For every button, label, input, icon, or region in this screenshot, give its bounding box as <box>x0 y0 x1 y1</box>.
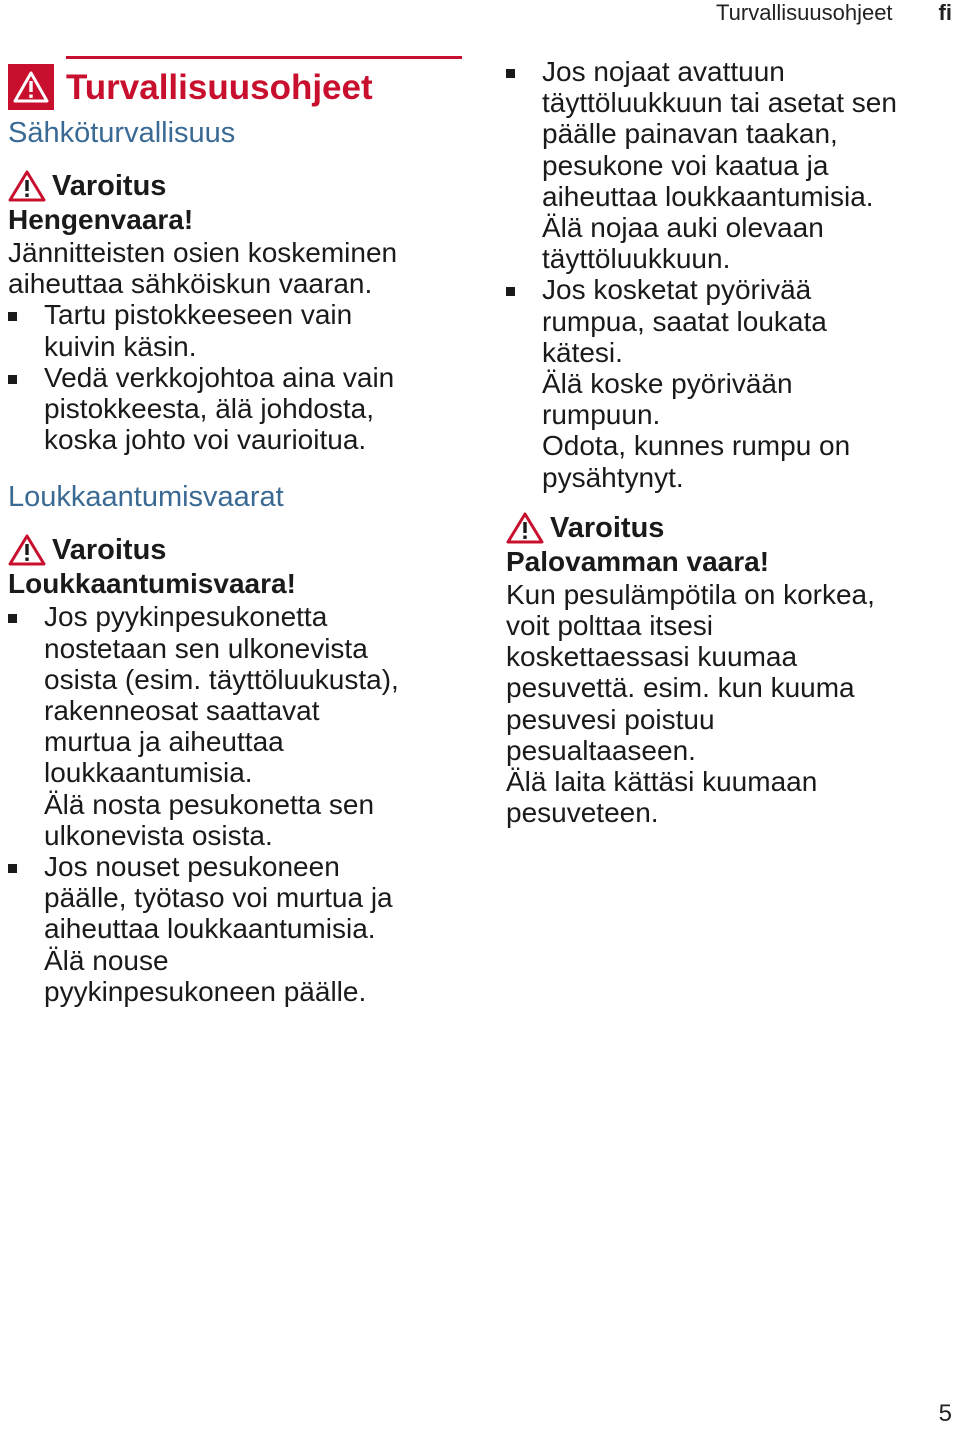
text-line: Kun pesulämpötila on korkea, <box>506 578 875 610</box>
list-item <box>506 56 954 274</box>
text-line: pistokkeesta, älä johdosta, <box>44 393 374 425</box>
text-line: Älä laita kättäsi kuumaan <box>506 766 818 798</box>
right-column <box>506 56 954 828</box>
bullet-list <box>8 299 468 455</box>
text-line: Älä nouse <box>44 944 169 976</box>
text-line: pesualtaaseen. <box>506 734 696 766</box>
text-line: pesukone voi kaatua ja <box>542 149 829 181</box>
text-line: kätesi. <box>542 336 623 368</box>
text-line: loukkaantumisia. <box>44 757 253 789</box>
section-title-electrical-safety: Sähköturvallisuus <box>8 117 236 149</box>
text-line: osista (esim. täyttöluukusta), <box>44 663 399 695</box>
page-number: 5 <box>938 1400 952 1427</box>
hazard-heading: Palovamman vaara! <box>506 545 770 577</box>
list-item <box>8 362 468 456</box>
text-line: Älä nosta pesukonetta sen <box>44 788 375 820</box>
text-line: Odota, kunnes rumpu on <box>542 430 851 462</box>
text-line: Vedä verkkojohtoa aina vain <box>44 361 395 393</box>
warning-label <box>506 511 954 545</box>
warning-label-text: Varoitus <box>52 534 167 567</box>
text-line: voit polttaa itsesi <box>506 610 713 642</box>
text-line: pyykinpesukoneen päälle. <box>44 975 367 1007</box>
text-line: murtua ja aiheuttaa <box>44 726 284 758</box>
text-line: pesuvettä. esim. kun kuuma <box>506 672 855 704</box>
text-line: rumpuun. <box>542 399 661 431</box>
bullet-icon <box>506 69 515 78</box>
text-line: aiheuttaa sähköiskun vaaran. <box>8 268 373 300</box>
text-line: aiheuttaa loukkaantumisia. <box>542 180 874 212</box>
section-title-injury-hazards: Loukkaantumisvaarat <box>8 481 284 514</box>
chapter-title <box>8 63 468 111</box>
warning-triangle-icon <box>506 512 544 544</box>
bullet-list <box>8 601 468 1007</box>
running-header-title: Turvallisuusohjeet <box>716 0 893 25</box>
text-line: pesuvesi poistuu <box>506 703 715 735</box>
warning-label-text: Varoitus <box>550 511 665 544</box>
hazard-heading: Loukkaantumisvaara! <box>8 568 296 600</box>
left-column <box>8 56 468 1007</box>
text-line: Tartu pistokkeeseen vain <box>44 299 353 331</box>
list-item <box>8 601 468 851</box>
warning-label-text: Varoitus <box>52 170 167 202</box>
bullet-list <box>506 56 954 493</box>
text-line: pysähtynyt. <box>542 461 684 493</box>
text-line: rumpua, saatat loukata <box>542 305 827 337</box>
bullet-icon <box>8 614 17 623</box>
warning-triangle-icon <box>8 64 54 110</box>
bullet-icon <box>8 375 17 384</box>
warning-label <box>8 533 468 567</box>
text-line: koska johto voi vaurioitua. <box>44 424 367 456</box>
text-line: koskettaessasi kuumaa <box>506 641 798 673</box>
language-code: fi <box>938 0 952 25</box>
text-line: Jos nouset pesukoneen <box>44 851 340 883</box>
hazard-heading: Hengenvaara! <box>8 204 194 235</box>
text-line: Jos nojaat avattuun <box>542 56 785 87</box>
text-line: ulkonevista osista. <box>44 819 273 851</box>
bullet-icon <box>8 864 17 873</box>
hazard-description <box>506 579 954 829</box>
text-line: nostetaan sen ulkonevista <box>44 632 368 664</box>
bullet-icon <box>8 312 17 321</box>
text-line: Älä koske pyörivään <box>542 368 793 400</box>
text-line: rakenneosat saattavat <box>44 695 320 727</box>
running-header <box>716 0 952 26</box>
text-line: Jännitteisten osien koskeminen <box>8 237 398 268</box>
text-line: päälle painavan taakan, <box>542 118 838 150</box>
list-item <box>8 299 468 361</box>
text-line: päälle, työtaso voi murtua ja <box>44 882 393 914</box>
chapter-title-text: Turvallisuusohjeet <box>66 67 373 107</box>
text-line: aiheuttaa loukkaantumisia. <box>44 913 376 945</box>
warning-label <box>8 169 468 203</box>
chapter-title-rule <box>66 56 462 59</box>
text-line: kuivin käsin. <box>44 330 197 362</box>
text-line: Älä nojaa auki olevaan <box>542 212 824 244</box>
text-line: täyttöluukkuun. <box>542 243 731 275</box>
hazard-description <box>8 237 468 299</box>
text-line: Jos kosketat pyörivää <box>542 274 812 306</box>
list-item <box>8 851 468 1007</box>
text-line: Jos pyykinpesukonetta <box>44 601 328 633</box>
warning-triangle-icon <box>8 534 46 566</box>
text-line: täyttöluukkuun tai asetat sen <box>542 87 897 119</box>
warning-triangle-icon <box>8 170 46 202</box>
bullet-icon <box>506 287 515 296</box>
text-line: pesuveteen. <box>506 797 659 829</box>
list-item <box>506 274 954 492</box>
